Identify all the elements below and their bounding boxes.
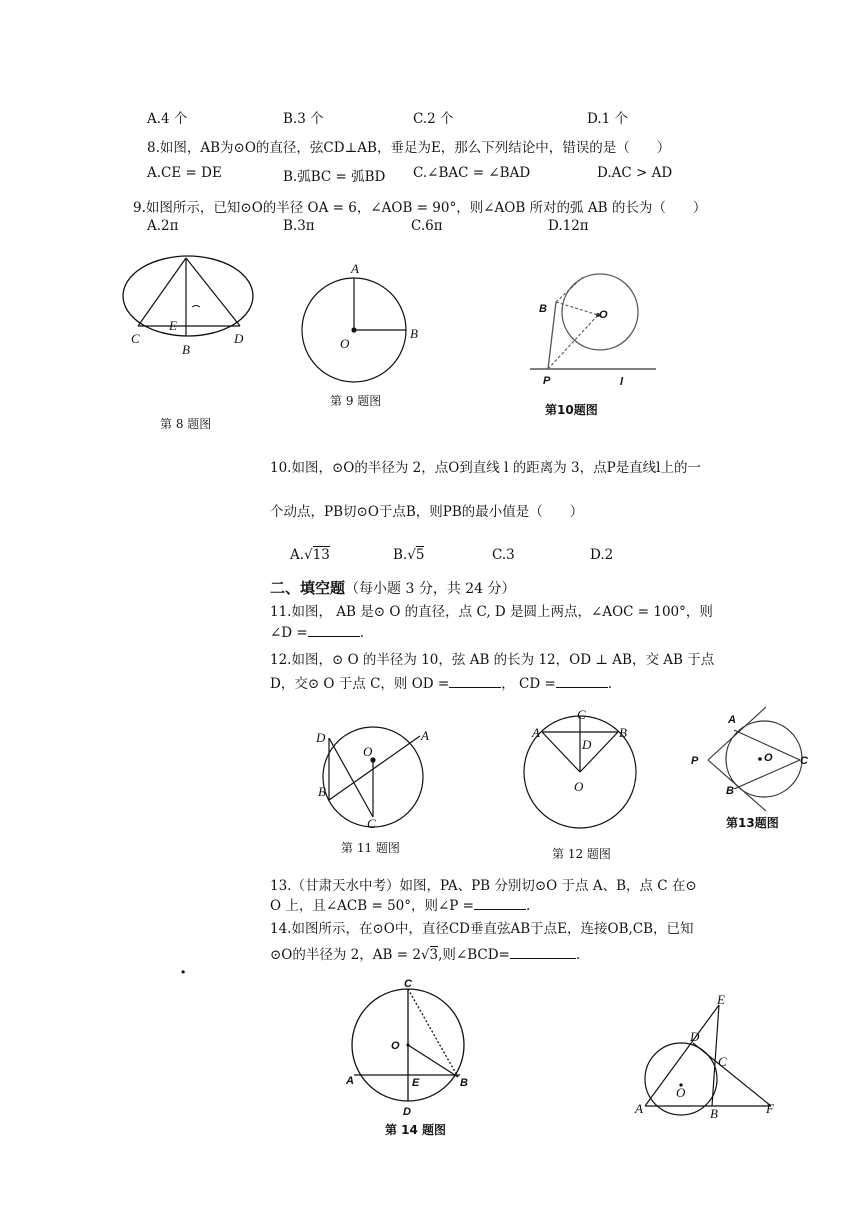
fig12-label-b: B (619, 725, 627, 740)
q10-option-b (393, 547, 424, 563)
section-2-note: （每小题 3 分，共 24 分） (345, 581, 516, 597)
fig10-caption: 第10题图 (545, 403, 598, 417)
figure-9 (296, 258, 426, 388)
q12-cd-blank[interactable] (556, 675, 608, 688)
figure-11 (305, 720, 440, 835)
fig12-caption: 第 12 题图 (552, 847, 611, 861)
fig11-label-a: A (421, 728, 429, 743)
q10-option-d: D.2 (590, 547, 614, 563)
q9-option-b: B.3π (283, 218, 315, 234)
q8-option-b: B.弧BC = 弧BD (283, 169, 386, 185)
fig11-label-b: B (318, 784, 326, 799)
q14-radicand: 3 (429, 947, 439, 963)
fig13-label-c: C (800, 755, 808, 767)
q11-line2: ∠D = . (270, 625, 365, 641)
q9-stem: 9.如图所示，已知⊙O的半径 OA = 6，∠AOB = 90°，则∠AOB 所对的弧 AB 的长为（ ） (133, 200, 707, 216)
q12-line2-a: D，交⊙ O 于点 C，则 OD = (270, 676, 450, 692)
q12-line2 (270, 672, 612, 692)
fig9-label-a: A (351, 261, 359, 276)
fig15-label-a: A (635, 1101, 643, 1116)
figure-12 (518, 705, 648, 840)
fig12-label-c: C (577, 707, 586, 722)
fig9-caption: 第 9 题图 (330, 394, 382, 408)
fig13-label-a: A (728, 714, 736, 726)
fig15-label-o: O (676, 1085, 686, 1100)
q10-sqrt-sign: √ (407, 547, 416, 563)
q8-stem: 8.如图，AB为⊙O的直径，弦CD⊥AB，垂足为E，那么下列结论中，错误的是（ ） (147, 140, 671, 156)
q7-option-c: C.2 个 (413, 111, 454, 127)
q10-option-a-radicand: 13 (312, 547, 330, 563)
fig10-label-b: B (539, 303, 547, 315)
q10-option-b-radicand: 5 (415, 547, 425, 563)
q9-option-d: D.12π (548, 218, 589, 234)
fig8-label-d: D (234, 331, 244, 346)
fig14-label-a: A (346, 1075, 354, 1087)
section-2-title: 二、填空题 (270, 579, 346, 597)
q14-answer-blank[interactable] (510, 946, 576, 959)
fig15-label-e: E (717, 993, 725, 1007)
q11-answer-blank[interactable] (308, 624, 360, 637)
fig11-label-d: D (316, 730, 326, 745)
fig14-caption: 第 14 题图 (385, 1123, 447, 1137)
q12-od-blank[interactable] (449, 675, 501, 688)
fig13-label-b: B (726, 785, 734, 797)
q14-line2-d: . (575, 947, 581, 963)
fig12-label-o: O (574, 779, 584, 794)
fig14-label-o: O (391, 1040, 400, 1052)
fig11-caption: 第 11 题图 (341, 841, 400, 855)
q10-line1: 10.如图，⊙O的半径为 2，点O到直线 l 的距离为 3，点P是直线l上的一 (270, 460, 701, 476)
fig12-label-d: D (582, 737, 592, 752)
fig15-label-b: B (710, 1106, 718, 1121)
q10-line2: 个动点，PB切⊙O于点B，则PB的最小值是（ ） (270, 504, 584, 520)
fig14-label-b: B (460, 1077, 468, 1089)
fig12-label-a: A (532, 725, 540, 740)
figure-13 (686, 705, 816, 815)
fig8-label-c: C (131, 331, 140, 346)
q14-sqrt-sign: √ (420, 947, 430, 963)
fig13-caption: 第13题图 (726, 816, 779, 830)
q8-option-c: C.∠BAC = ∠BAD (413, 165, 531, 181)
q12-line2-c: . (607, 676, 613, 692)
fig10-label-p: P (543, 375, 551, 387)
fig15-label-c: C (718, 1054, 727, 1069)
q13-answer-blank[interactable] (474, 897, 526, 910)
stray-dot: · (180, 962, 187, 983)
q14-line2-a: ⊙O的半径为 2，AB = 2 (270, 947, 421, 963)
fig9-label-o: O (340, 336, 350, 351)
fig8-label-e: E (169, 318, 177, 333)
q13-line2-a: O 上，且∠ACB = 50°，则∠P = (270, 898, 474, 914)
q10-option-c: C.3 (492, 547, 515, 563)
q7-option-b: B.3 个 (283, 111, 324, 127)
q14-line1: 14.如图所示，在⊙O中，直径CD垂直弦AB于点E，连接OB,CB，已知 (270, 921, 694, 937)
fig11-label-c: C (367, 816, 376, 831)
q9-option-c: C.6π (411, 218, 443, 234)
fig10-label-l: l (620, 376, 624, 388)
figure-14 (340, 975, 475, 1120)
fig14-label-d: D (403, 1106, 411, 1118)
q10-option-b-label: B. (393, 547, 408, 563)
q10-option-a-label: A. (290, 547, 305, 563)
fig8-caption: 第 8 题图 (160, 417, 212, 431)
q10-sqrt-sign: √ (304, 547, 313, 563)
section-2-heading (270, 577, 516, 598)
q9-option-a: A.2π (147, 218, 179, 234)
q8-option-d: D.AC > AD (597, 165, 673, 181)
fig13-label-p: P (691, 755, 699, 767)
q11-line1: 11.如图， AB 是⊙ O 的直径，点 C, D 是圆上两点，∠AOC = 100°，则 (270, 604, 713, 620)
fig8-label-b: B (182, 342, 190, 357)
q10-option-a (290, 547, 330, 563)
q11-line2-text: ∠D = (270, 625, 308, 641)
fig9-label-b: B (410, 326, 418, 341)
q8-option-a: A.CE = DE (147, 165, 222, 181)
fig14-label-e: E (412, 1077, 420, 1089)
figure-15 (633, 993, 783, 1123)
q14-line2 (270, 943, 580, 963)
fig14-label-c: C (404, 978, 412, 990)
figure-10 (528, 255, 658, 395)
q7-option-a: A.4 个 (147, 111, 188, 127)
q7-option-d: D.1 个 (587, 111, 629, 127)
fig11-label-o: O (363, 744, 373, 759)
fig10-label-o: O (599, 309, 608, 321)
q13-line1: 13.（甘肃天水中考）如图，PA、PB 分别切⊙O 于点 A、B，点 C 在⊙ (270, 878, 697, 894)
q12-line1: 12.如图，⊙ O 的半径为 10，弦 AB 的长为 12，OD ⊥ AB，交 AB 于点 (270, 652, 715, 668)
q13-line2 (270, 894, 530, 914)
fig15-label-d: D (690, 1029, 700, 1044)
q13-line2-b: . (526, 898, 531, 914)
figure-8 (118, 250, 258, 362)
fig15-label-f: F (766, 1101, 774, 1116)
q14-line2-c: ,则∠BCD= (438, 947, 510, 963)
q12-line2-b: ， CD = (501, 676, 556, 692)
fig13-label-o: O (764, 752, 773, 764)
